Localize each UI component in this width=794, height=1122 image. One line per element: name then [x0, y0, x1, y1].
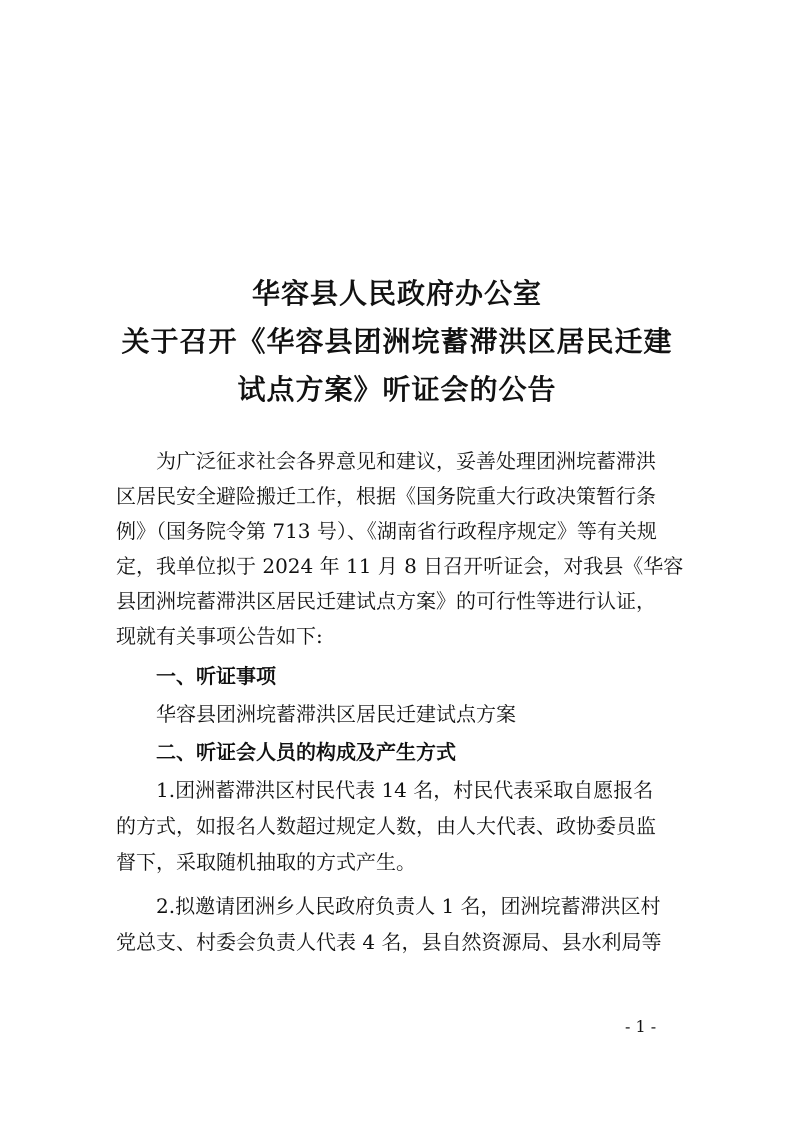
section-1-text: 华容县团洲垸蓄滞洪区居民迁建试点方案 [156, 702, 516, 726]
page-number: - 1 - [625, 1017, 657, 1036]
item-2-line-1: 2.拟邀请团洲乡人民政府负责人 1 名，团洲垸蓄滞洪区村 [156, 894, 661, 918]
item-1-line-1: 1.团洲蓄滞洪区村民代表 14 名，村民代表采取自愿报名 [156, 778, 654, 802]
document-title-line-3: 试点方案》听证会的公告 [237, 373, 557, 406]
paragraph-intro-line-6: 现就有关事项公告如下: [116, 624, 323, 648]
paragraph-intro-line-4: 定，我单位拟于 2024 年 11 月 8 日召开听证会，对我县《华容 [116, 554, 684, 578]
item-1-line-2: 的方式，如报名人数超过规定人数，由人大代表、政协委员监 [116, 814, 656, 838]
section-heading-1: 一、听证事项 [156, 664, 276, 688]
document-title-line-1: 华容县人民政府办公室 [251, 277, 542, 310]
paragraph-intro-line-5: 县团洲垸蓄滞洪区居民迁建试点方案》的可行性等进行认证， [116, 589, 656, 613]
paragraph-intro-line-3: 例》（国务院令第 713 号）、《湖南省行政程序规定》等有关规 [116, 519, 657, 543]
item-1-line-3: 督下，采取随机抽取的方式产生。 [116, 850, 416, 874]
item-2-line-2: 党总支、村委会负责人代表 4 名，县自然资源局、县水利局等 [116, 930, 662, 954]
paragraph-intro-line-2: 区居民安全避险搬迁工作，根据《国务院重大行政决策暂行条 [116, 484, 656, 508]
paragraph-intro-line-1: 为广泛征求社会各界意见和建议，妥善处理团洲垸蓄滞洪 [156, 449, 656, 473]
section-heading-2: 二、听证会人员的构成及产生方式 [156, 740, 456, 764]
document-title-line-2: 关于召开《华容县团洲垸蓄滞洪区居民迁建 [121, 325, 673, 358]
